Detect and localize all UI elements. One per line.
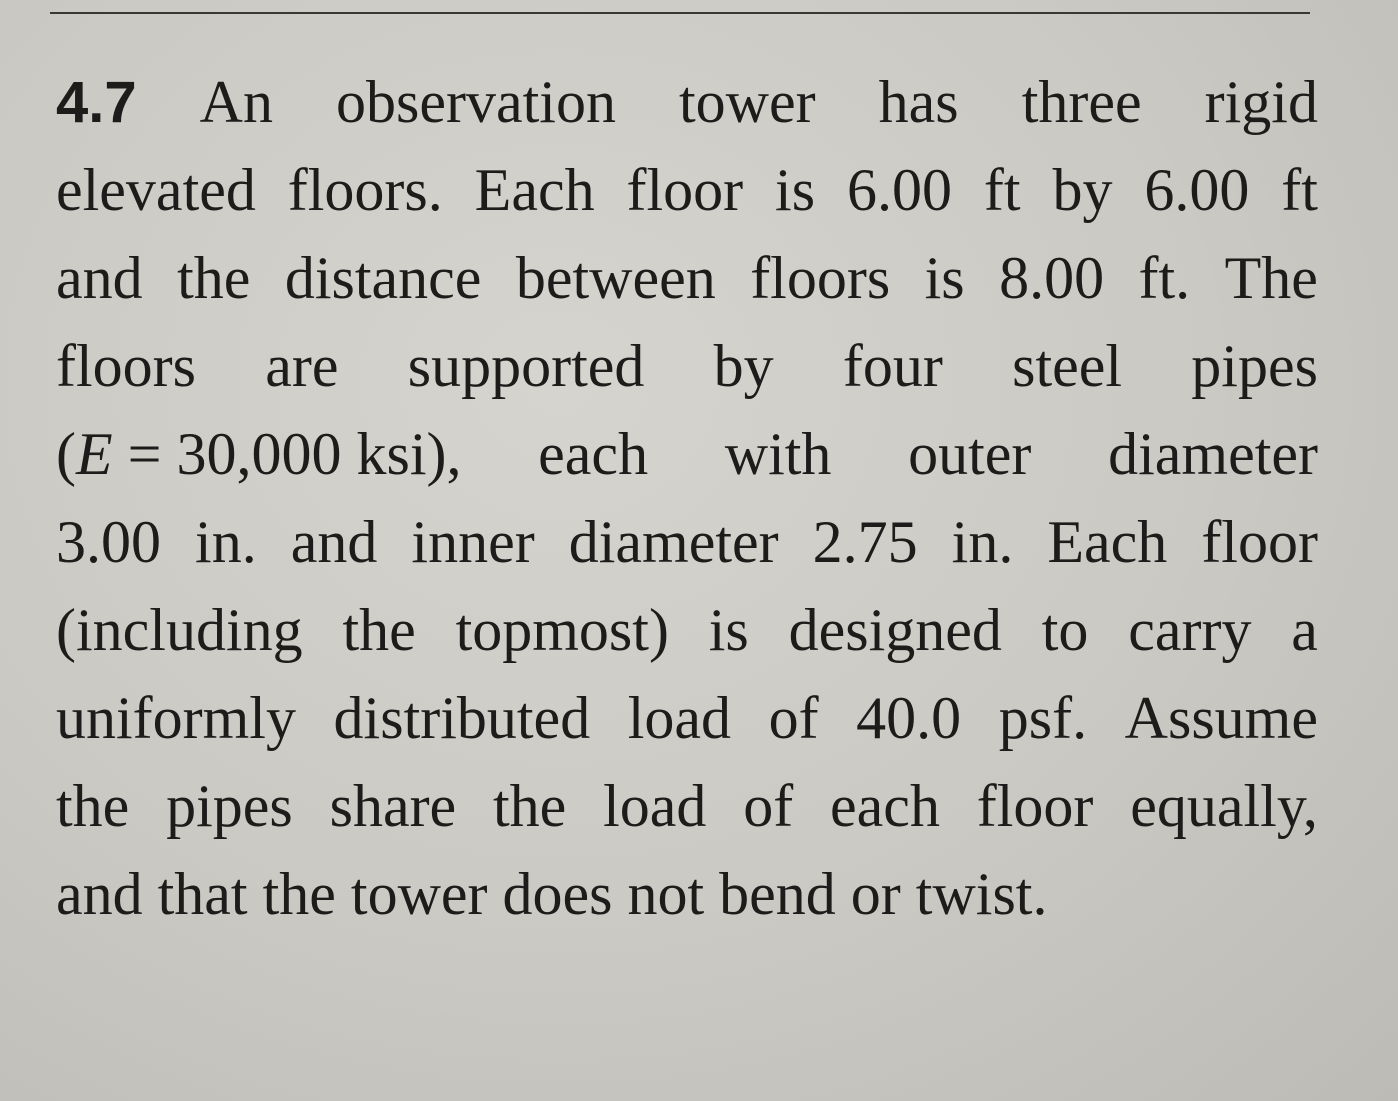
- text-line: [56, 234, 1318, 322]
- word: uniformly: [56, 685, 296, 751]
- word: the: [342, 597, 416, 663]
- word: load: [627, 685, 732, 751]
- word: ft: [983, 157, 1021, 223]
- word: Each: [1047, 509, 1168, 575]
- word: with: [724, 421, 832, 487]
- word: floors: [750, 245, 891, 311]
- word: distributed: [333, 685, 591, 751]
- word: floors.: [287, 157, 443, 223]
- word: and: [290, 509, 378, 575]
- word: is: [924, 245, 965, 311]
- word: the: [56, 773, 130, 839]
- word: carry: [1128, 597, 1252, 663]
- text-line: [56, 410, 1318, 498]
- modulus-expression: (E = 30,000 ksi),: [56, 421, 462, 487]
- word: Each: [474, 157, 595, 223]
- problem-text: [56, 58, 1318, 938]
- word: has: [878, 69, 959, 135]
- word: a: [1291, 597, 1318, 663]
- word: four: [842, 333, 943, 399]
- word: is: [708, 597, 749, 663]
- text-line: [56, 674, 1318, 762]
- text-line: [56, 498, 1318, 586]
- word: each: [538, 421, 649, 487]
- word: 40.0: [856, 685, 962, 751]
- word: in.: [195, 509, 257, 575]
- word: diameter: [1108, 421, 1318, 487]
- word: share: [329, 773, 457, 839]
- word: 2.75: [812, 509, 918, 575]
- text-line: [56, 850, 1318, 938]
- word: observation: [336, 69, 616, 135]
- word: The: [1224, 245, 1318, 311]
- word: the: [177, 245, 251, 311]
- word: 3.00: [56, 509, 161, 575]
- word: 6.00: [846, 157, 952, 223]
- text-line: [56, 58, 1318, 146]
- word: psf.: [998, 685, 1088, 751]
- problem-number: 4.7: [56, 70, 137, 135]
- word: steel: [1012, 333, 1123, 399]
- word: elevated: [56, 157, 256, 223]
- text-line: [56, 762, 1318, 850]
- word: floor: [626, 157, 744, 223]
- word: three: [1021, 69, 1142, 135]
- word: and: [56, 245, 143, 311]
- word: between: [515, 245, 716, 311]
- word: by: [713, 333, 774, 399]
- word: 6.00: [1144, 157, 1250, 223]
- word: inner: [411, 509, 535, 575]
- text-line: [56, 146, 1318, 234]
- word: in.: [951, 509, 1014, 575]
- word: pipes: [166, 773, 293, 839]
- word: designed: [788, 597, 1002, 663]
- word: is: [775, 157, 816, 223]
- word: (including: [56, 597, 303, 663]
- word: 8.00: [999, 245, 1105, 311]
- word: floor: [1201, 509, 1318, 575]
- word: each: [830, 773, 940, 839]
- word: An: [199, 69, 274, 135]
- text-line: [56, 322, 1318, 410]
- top-rule: [50, 12, 1310, 14]
- word: the: [493, 773, 567, 839]
- word: topmost): [455, 597, 669, 663]
- last-line-text: and that the tower does not bend or twist.: [56, 861, 1048, 927]
- word: distance: [284, 245, 482, 311]
- word: are: [265, 333, 339, 399]
- word: floor: [976, 773, 1094, 839]
- word: floors: [56, 333, 196, 399]
- text-line: [56, 586, 1318, 674]
- word: to: [1041, 597, 1089, 663]
- word: Assume: [1124, 685, 1318, 751]
- word: rigid: [1204, 69, 1318, 135]
- word: of: [743, 773, 794, 839]
- word: by: [1052, 157, 1113, 223]
- word: load: [603, 773, 707, 839]
- word: pipes: [1191, 333, 1318, 399]
- word: ft: [1281, 157, 1318, 223]
- word: equally,: [1130, 773, 1318, 839]
- word: ft.: [1138, 245, 1191, 311]
- word: tower: [679, 69, 816, 135]
- word: supported: [407, 333, 645, 399]
- word: diameter: [568, 509, 779, 575]
- word: of: [768, 685, 819, 751]
- word: outer: [908, 421, 1032, 487]
